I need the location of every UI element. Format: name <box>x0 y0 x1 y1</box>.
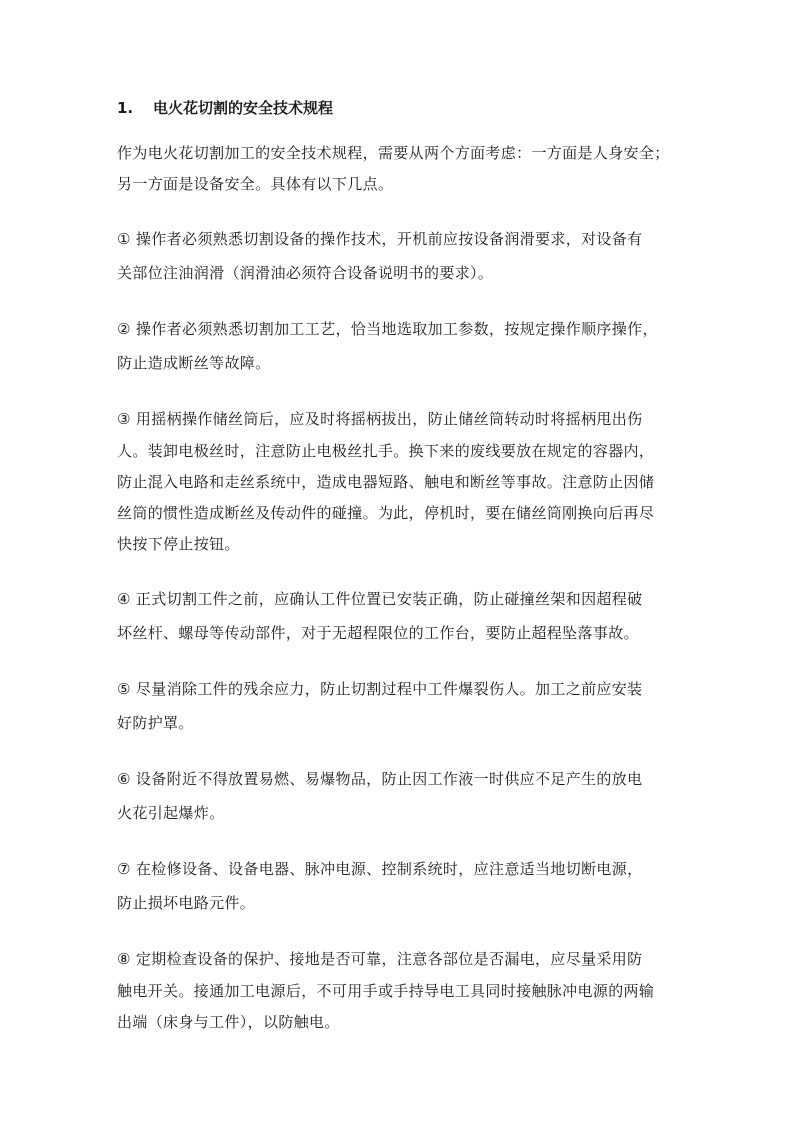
text-line: ⑦ 在检修设备、设备电器、脉冲电源、控制系统时，应注意适当地切断电源， <box>117 860 643 878</box>
document-page <box>117 96 679 1038</box>
rule-item-8 <box>117 942 679 1038</box>
text-line: ⑥ 设备附近不得放置易燃、易爆物品，防止因工作液一时供应不足产生的放电 <box>117 770 643 788</box>
section-heading <box>117 96 679 120</box>
text-line: 火花引起爆炸。 <box>117 804 225 822</box>
section-number: 1. <box>117 99 134 117</box>
text-line: 快按下停止按钮。 <box>117 535 240 553</box>
section-title: 电火花切割的安全技术规程 <box>153 99 334 117</box>
text-line: 防止造成断丝等故障。 <box>117 354 271 372</box>
text-line: 坏丝杆、螺母等传动部件，对于无超程限位的工作台，要防止超程坠落事故。 <box>117 624 639 642</box>
text-line: 关部位注油润滑（润滑油必须符合设备说明书的要求）。 <box>117 264 494 282</box>
text-line: ⑤ 尽量消除工件的残余应力，防止切割过程中工件爆裂伤人。加工之前应安装 <box>117 680 643 698</box>
text-line: 另一方面是设备安全。具体有以下几点。 <box>117 175 394 193</box>
text-line: 防止混入电路和走丝系统中，造成电器短路、触电和断丝等事故。注意防止因储 <box>117 473 655 491</box>
text-line: ⑧ 定期检查设备的保护、接地是否可靠，注意各部位是否漏电，应尽量采用防 <box>117 950 643 968</box>
rule-item-2 <box>117 312 679 380</box>
text-line: 防止损坏电路元件。 <box>117 894 256 912</box>
text-line: 人。装卸电极丝时，注意防止电极丝扎手。换下来的废线要放在规定的容器内， <box>117 442 655 460</box>
rule-item-4 <box>117 582 679 650</box>
rule-item-6 <box>117 762 679 830</box>
rule-item-3 <box>117 402 679 560</box>
rule-item-5 <box>117 672 679 740</box>
text-line: ④ 正式切割工件之前，应确认工件位置已安装正确，防止碰撞丝架和因超程破 <box>117 590 643 608</box>
intro-paragraph <box>117 138 679 200</box>
rule-item-1 <box>117 222 679 290</box>
text-line: 触电开关。接通加工电源后，不可用手或手持导电工具同时接触脉冲电源的两输 <box>117 982 655 1000</box>
text-line: 丝筒的惯性造成断丝及传动件的碰撞。为此，停机时，要在储丝筒刚换向后再尽 <box>117 504 655 522</box>
text-line: 作为电火花切割加工的安全技术规程，需要从两个方面考虑：一方面是人身安全； <box>117 144 670 162</box>
text-line: ① 操作者必须熟悉切割设备的操作技术，开机前应按设备润滑要求，对设备有 <box>117 230 643 248</box>
rule-item-7 <box>117 852 679 920</box>
text-line: ② 操作者必须熟悉切割加工工艺，恰当地选取加工参数，按规定操作顺序操作， <box>117 320 658 338</box>
text-line: 出端（床身与工件），以防触电。 <box>117 1013 340 1031</box>
text-line: ③ 用摇柄操作储丝筒后，应及时将摇柄拔出，防止储丝筒转动时将摇柄甩出伤 <box>117 410 643 428</box>
text-line: 好防护罩。 <box>117 714 194 732</box>
